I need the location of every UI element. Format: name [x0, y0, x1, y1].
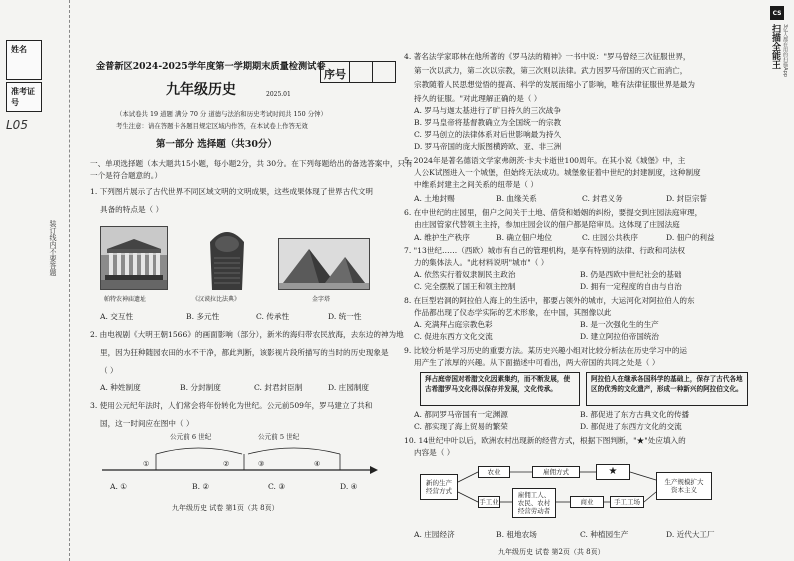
timeline-diagram	[98, 440, 378, 480]
timeline-mark-2: ②	[223, 460, 230, 468]
handwritten-number: L05	[6, 118, 28, 132]
caption-pyramids: 金字塔	[312, 296, 331, 303]
q4-stem-c: 宗教随着人民思想觉悟的提高、科学的发展而缩小了影响，唯有法律征服世界是最为	[414, 80, 695, 89]
timeline-label-left: 公元前 6 世纪	[170, 433, 212, 441]
binding-strip	[0, 0, 70, 561]
flow-result: 生产规模扩大 资本主义	[656, 472, 712, 500]
part1-heading: 第一部分 选择题（共30分）	[156, 139, 278, 150]
q2-option-c: C. 封君封臣制	[254, 383, 303, 392]
q10-option-b: B. 租地农场	[496, 530, 537, 539]
q5-stem-c: 中维系封建主之间关系的纽带是（ ）	[414, 180, 538, 189]
scanner-watermark	[760, 0, 794, 561]
hammurabi-stele-image	[206, 228, 248, 290]
q3-stem-b: 国，这一时间应在图中（ ）	[100, 419, 194, 428]
q4-option-d: D. 罗马帝国的庞大版图横跨欧、亚、非三洲	[414, 142, 562, 151]
q5-stem-a: 5. 2024年是著名德语文学家弗朗茨·卡夫卡逝世100周年。在其小说《城堡》中，主	[404, 156, 686, 165]
q9-option-d: D. 都促进了东西方文化的交流	[580, 422, 682, 431]
seq-label: 序号	[321, 62, 350, 82]
q2-stem-a: 2. 由电视剧《大明王朝1566》的画面影响（部分），新米的海归带农民放海，去东边的神为地	[90, 330, 404, 339]
q3-option-c: C. ③	[268, 482, 286, 491]
notice-1: （本试卷共 19 道题 满分 70 分 道德与法治和历史考试时间共 150 分钟）	[116, 110, 327, 118]
subject-title: 九年级历史	[166, 82, 236, 98]
q1-option-c: C. 传承性	[256, 312, 290, 321]
q5-option-d: D. 封臣宗誓	[666, 194, 708, 203]
q8-option-b: B. 是一次强化生的生产	[580, 320, 659, 329]
q8-stem-a: 8. 在巨型岩洞的阿拉伯人海上的生活中，都要占领外的城市，大运河化对阿拉伯人的东	[404, 296, 695, 305]
q7-option-a: A. 依然实行着奴隶制民主政治	[414, 270, 516, 279]
q1-option-d: D. 统一性	[328, 312, 362, 321]
q3-option-d: D. ④	[340, 482, 358, 491]
q6-option-c: C. 庄园公共秩序	[582, 233, 638, 242]
q8-option-c: C. 促进东西方文化交流	[414, 332, 493, 341]
q4-stem-d: 持久的征服。"对此理解正确的是（ ）	[414, 94, 542, 103]
q2-stem-c: （ ）	[100, 366, 118, 375]
q8-option-d: D. 建立阿拉伯帝国统治	[580, 332, 659, 341]
q10-option-a: A. 庄园经济	[414, 530, 455, 539]
exam-date: 2025.01	[266, 91, 291, 98]
page-footer-2: 九年级历史 试卷 第2页（共 8页）	[498, 548, 605, 556]
q4-option-b: B. 罗马皇帝将基督教确立为全国统一的宗教	[414, 118, 562, 127]
q7-option-b: B. 仍是西欧中世纪社会的基础	[580, 270, 682, 279]
quote-byzantine: 拜占庭帝国对希腊文化因素集约，而不断发展，使古希腊罗马文化得以保存并发展，文化传承。	[420, 372, 580, 406]
q3-stem-a: 3. 使用公元纪年法时，人们常会将年份转化为世纪。公元前509年，罗马建立了共和	[90, 401, 373, 410]
q3-option-a: A. ①	[110, 482, 128, 491]
q2-option-a: A. 种姓制度	[100, 383, 141, 392]
right-page	[404, 0, 754, 561]
timeline-mark-1: ①	[143, 460, 150, 468]
q5-option-a: A. 土地封赐	[414, 194, 455, 203]
q2-stem-b: 里，因为狂种随园农田的水不干净，都此判断，该影视片段所描写的当时的历史现象是	[100, 348, 389, 357]
q3-option-b: B. ②	[192, 482, 210, 491]
q6-option-d: D. 佃户的利益	[666, 233, 715, 242]
quote-arab: 阿拉伯人在继承各国科学的基础上，保存了古代各地区的优秀的文化遗产，形成一种新兴的阿拉伯文化。	[586, 372, 748, 406]
q1-stem-a: 1. 下列图片展示了古代世界不同区域文明的文明成果，这些成果体现了世界古代文明	[90, 187, 374, 196]
timeline-mark-4: ④	[314, 460, 321, 468]
name-box	[6, 40, 42, 80]
seq-number-box	[320, 61, 396, 83]
caption-parthenon: 帕特农神庙遗址	[104, 296, 147, 303]
instr-1: 一、单项选择题（本大题共15小题，每小题2分，共 30分。在下列每题给出的备选答案中，只有	[90, 159, 413, 168]
q9-option-c: C. 都实现了海上贸易的繁荣	[414, 422, 508, 431]
q9-stem-a: 9. 比较分析是学习历史的重要方法。某历史兴趣小组对比较分析法在历史学习中的运	[404, 346, 688, 355]
flow-workers: 雇佣工人、 农民、农村 经营劳动者	[512, 488, 556, 518]
q2-option-d: D. 庄园制度	[328, 383, 370, 392]
instr-2: 一个是符合题意的。）	[90, 171, 163, 180]
q4-stem-a: 4. 著名法学家耶林在他所著的《罗马法的精神》一书中说："罗马曾经三次征服世界，	[404, 52, 691, 61]
binding-line-note: 装订线内不要答题	[49, 220, 57, 276]
q1-option-b: B. 多元性	[186, 312, 220, 321]
q10-stem-b: 内容是（ ）	[414, 448, 455, 457]
q6-stem-b: 由庄园管家代替领主主持，参加庄园会议的佃户都是陪审员。这体现了庄园法庭	[414, 220, 680, 229]
left-page	[88, 0, 413, 561]
exam-title: 金普新区2024-2025学年度第一学期期末质量检测试卷	[96, 61, 326, 72]
notice-2: 考生注意：请在答题卡各题目规定区域内作答，在本试卷上作答无效	[116, 122, 308, 130]
scanner-brand: 扫描全能王	[770, 24, 780, 69]
q6-option-a: A. 维护生产秩序	[414, 233, 470, 242]
q7-option-d: D. 拥有一定程度的自由与自治	[580, 282, 682, 291]
parthenon-image	[100, 226, 168, 290]
pyramids-image	[278, 238, 370, 290]
q1-stem-b: 具备的特点是（ ）	[100, 205, 164, 214]
q6-stem-a: 6. 在中世纪的庄园里，佃户之间关于土地、借贷和婚姻的纠纷，要提交到庄园法庭审理，	[404, 208, 703, 217]
timeline-mark-3: ③	[258, 460, 265, 468]
q5-option-b: B. 血缘关系	[496, 194, 537, 203]
timeline-label-right: 公元前 5 世纪	[258, 433, 300, 441]
q4-option-a: A. 罗马与迦太基进行了旷日持久的三次战争	[414, 106, 561, 115]
flow-star: ★	[596, 464, 630, 480]
caption-hammurabi: 《汉谟拉比法典》	[192, 296, 241, 303]
q8-option-a: A. 充满拜占庭宗教色彩	[414, 320, 493, 329]
flow-origin: 新的生产 经营方式	[420, 474, 458, 500]
q2-option-b: B. 分封制度	[180, 383, 221, 392]
q9-stem-b: 用产生了浓厚的兴趣。从下面描述中可看出，两大帝国的共同之处是（ ）	[414, 358, 660, 367]
q10-option-c: C. 种植园生产	[580, 530, 629, 539]
flow-trade: 商业	[570, 496, 604, 508]
q9-option-a: A. 都同罗马帝国有一定渊源	[414, 410, 508, 419]
q9-option-b: B. 都促进了东方古典文化的传播	[580, 410, 690, 419]
q7-stem-b: 力的集体法人。"此材料说明"城市"（ ）	[414, 258, 549, 267]
q5-option-c: C. 封君义务	[582, 194, 623, 203]
q8-stem-b: 作品都出现了仪态学实际的艺术形象，在中国，其图像以此	[414, 308, 612, 317]
ticket-label: 准考证号	[11, 87, 35, 107]
q5-stem-b: 人公K试图进入一个城堡，但始终无法成功。城堡象征着中世纪的封建制度，这种制度	[414, 168, 701, 177]
flow-craft: 手工业	[479, 498, 499, 506]
q1-option-a: A. 交互性	[100, 312, 134, 321]
name-label: 姓名	[11, 45, 27, 54]
q10-stem-a: 10. 14世纪中叶以后，欧洲农村出现新的经营方式，根据下图判断，"★"处应填入的	[404, 436, 686, 445]
flow-diagram	[420, 462, 740, 524]
q10-option-d: D. 近代大工厂	[666, 530, 715, 539]
scanner-logo-icon: CS	[770, 6, 784, 20]
q4-stem-b: 第一次以武力，第二次以宗教，第三次则以法律。武力因罗马帝国的灭亡而消亡，	[414, 66, 688, 75]
ticket-box	[6, 82, 42, 112]
scanner-slogan: 3亿人都在用的扫描App	[782, 24, 788, 77]
flow-hire: 雇佣方式	[532, 466, 580, 478]
q7-option-c: C. 完全摆脱了国王和领主控制	[414, 282, 516, 291]
flow-workshop: 手工工场	[610, 496, 644, 508]
flow-farm: 农业	[478, 466, 510, 478]
q7-stem-a: 7. "13世纪……（西欧）城市有自己的管理机构，是享有特别的法律、行政和司法权	[404, 246, 685, 255]
q6-option-b: B. 确立佃户地位	[496, 233, 552, 242]
q4-option-c: C. 罗马创立的法律体系对后世影响最为持久	[414, 130, 562, 139]
page-footer-1: 九年级历史 试卷 第1页（共 8页）	[172, 504, 279, 512]
